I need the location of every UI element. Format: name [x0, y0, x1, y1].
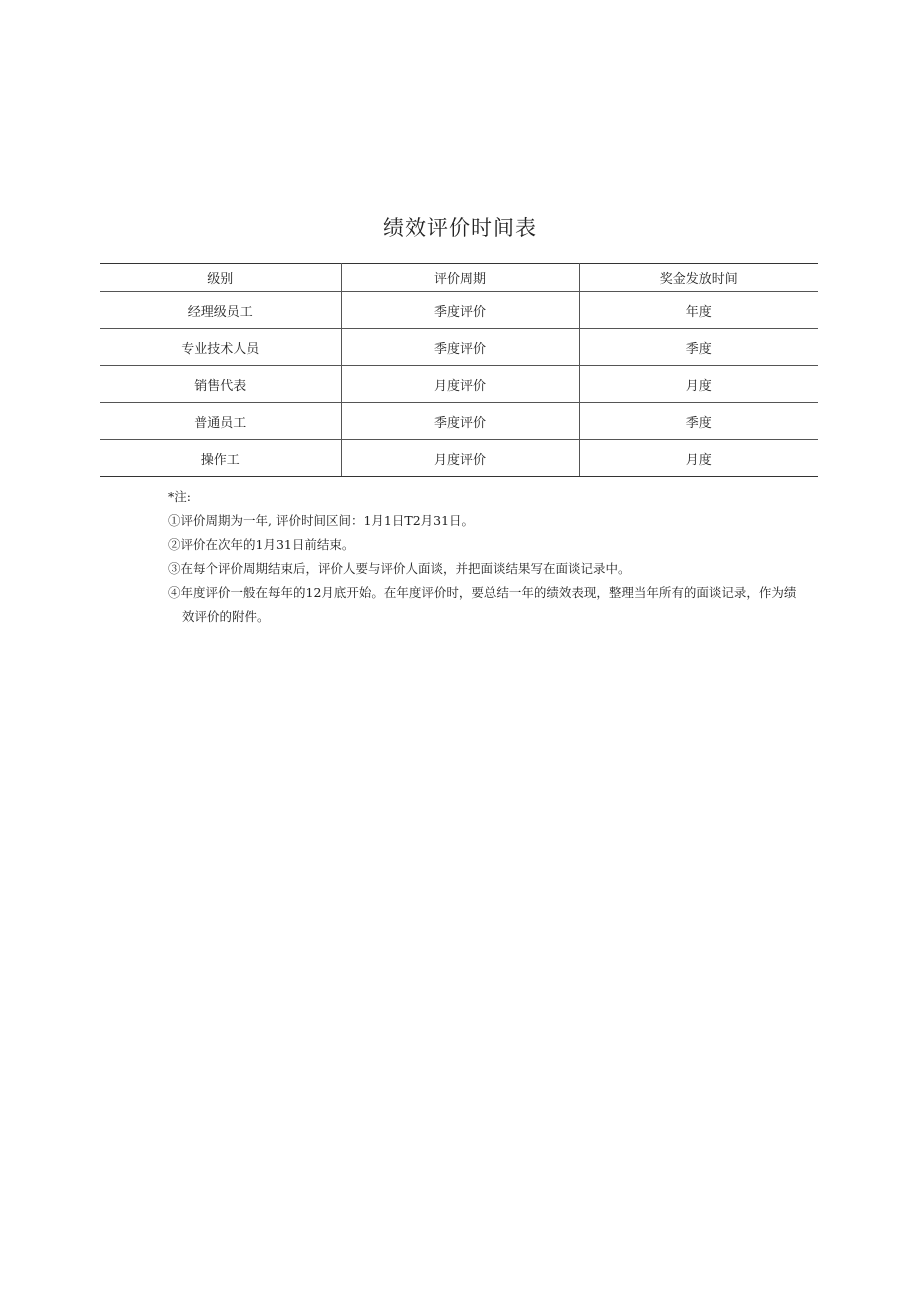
note-item: ③在每个评价周期结束后，评价人要与评价人面谈，并把面谈结果写在面谈记录中。 — [168, 561, 631, 576]
cell-bonus-time: 年度 — [579, 292, 818, 329]
cell-evaluation-cycle: 月度评价 — [341, 440, 579, 477]
note-item: ①评价周期为一年, 评价时间区间：1月1日T2月31日。 — [168, 513, 475, 528]
cell-level: 普通员工 — [100, 403, 341, 440]
cell-bonus-time: 月度 — [579, 366, 818, 403]
column-header-evaluation-cycle: 评价周期 — [341, 264, 579, 292]
evaluation-schedule-table — [100, 263, 818, 477]
cell-evaluation-cycle: 季度评价 — [341, 329, 579, 366]
document-title: 绩效评价时间表 — [383, 216, 537, 240]
note-item: ④年度评价一般在每年的12月底开始。在年度评价时，要总结一年的绩效表现，整理当年所有的面谈记录，作为绩效评价的附件。 — [168, 585, 797, 624]
cell-evaluation-cycle: 月度评价 — [341, 366, 579, 403]
cell-level: 销售代表 — [100, 366, 341, 403]
column-header-bonus-time: 奖金发放时间 — [579, 264, 818, 292]
table-header-row — [100, 264, 818, 292]
notes-label: *注: — [168, 489, 191, 504]
cell-level: 操作工 — [100, 440, 341, 477]
table-row — [100, 329, 818, 366]
cell-bonus-time: 月度 — [579, 440, 818, 477]
table-row — [100, 366, 818, 403]
cell-level: 专业技术人员 — [100, 329, 341, 366]
column-header-level: 级别 — [100, 264, 341, 292]
cell-evaluation-cycle: 季度评价 — [341, 292, 579, 329]
cell-bonus-time: 季度 — [579, 403, 818, 440]
cell-bonus-time: 季度 — [579, 329, 818, 366]
notes-section — [168, 485, 808, 629]
cell-evaluation-cycle: 季度评价 — [341, 403, 579, 440]
note-item: ②评价在次年的1月31日前结束。 — [168, 537, 355, 552]
table-row — [100, 440, 818, 477]
table-row — [100, 292, 818, 329]
table-row — [100, 403, 818, 440]
cell-level: 经理级员工 — [100, 292, 341, 329]
